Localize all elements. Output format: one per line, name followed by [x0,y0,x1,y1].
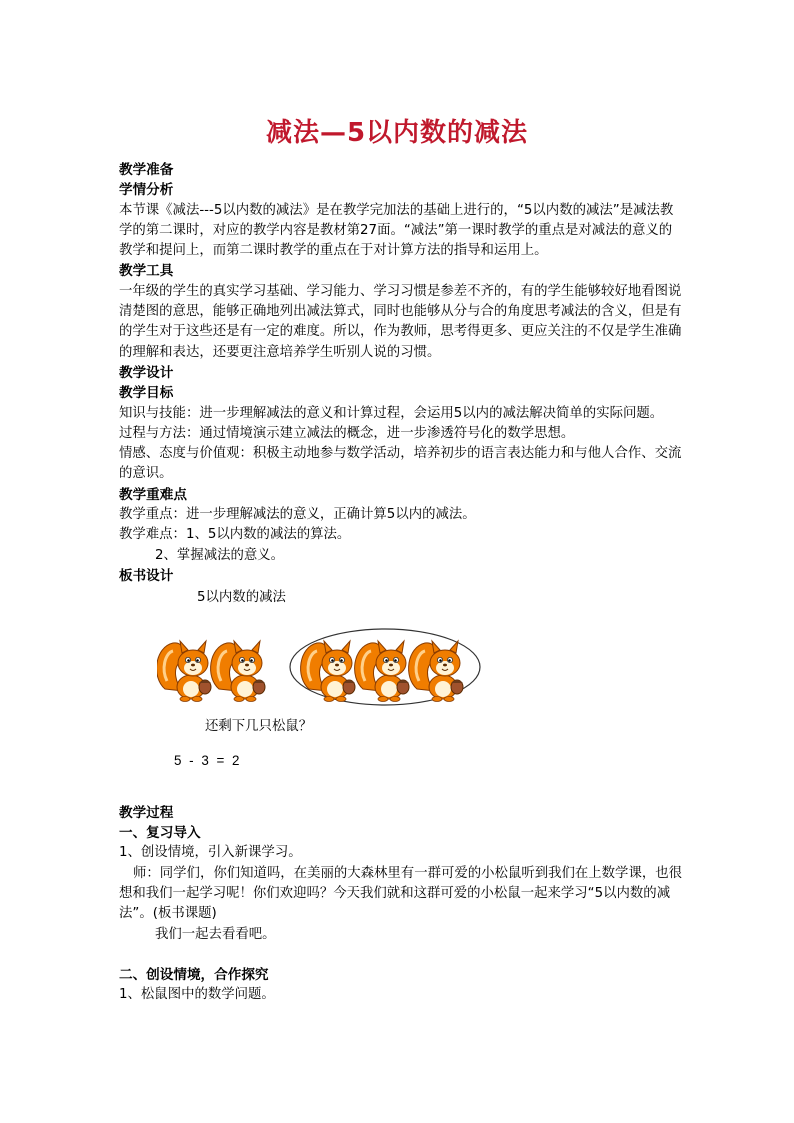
squirrel-illustration [157,613,497,709]
difficulty-1: 教学难点：1、5以内数的减法的算法。 [119,527,351,543]
part1-paragraph-2: 我们一起去看看吧。 [155,926,276,942]
heading-analysis: 学情分析 [119,182,174,199]
heading-prep: 教学准备 [119,162,174,178]
part1-paragraph: 师：同学们，你们知道吗，在美丽的大森林里有一群可爱的小松鼠听到我们在上数学课，也很想和我们一起学习呢！你们欢迎吗？今天我们就和这群可爱的小松鼠一起来学习“5以内数的减法”。(板书课题) [119,865,683,922]
goal-knowledge: 知识与技能：进一步理解减法的意义和计算过程，会运用5以内的减法解决简单的实际问题。 [119,405,664,421]
part1-item: 1、创设情境，引入新课学习。 [119,845,302,861]
heading-tools: 教学工具 [119,263,174,280]
heading-board: 板书设计 [119,567,174,584]
part2-item: 1、松鼠图中的数学问题。 [119,987,275,1003]
heading-design: 教学设计 [119,364,174,381]
squirrel-icon [355,641,409,702]
heading-goals: 教学目标 [119,385,174,402]
heading-process: 教学过程 [119,804,174,821]
heading-key-points: 教学重难点 [119,486,187,503]
heading-part1: 一、复习导入 [119,825,201,842]
heading-part2: 二、创设情境，合作探究 [119,966,269,983]
board-title: 5以内数的减法 [197,590,286,606]
spacer [119,945,684,965]
document-body [119,160,684,1006]
squirrel-icon [157,641,211,702]
page-title: 减法—5以内数的减法 [265,118,529,148]
board-question: 还剩下几只松鼠？ [205,718,313,734]
squirrel-icon [301,641,355,702]
tools-paragraph: 一年级的学生的真实学习基础、学习能力、学习习惯是参差不齐的，有的学生能够较好地看图说清楚图的意思，能够正确地列出减法算式，同时也能够从分与合的角度思考减法的含义，但是有的学生对于这些还是有一定的难度。所以，作为教师，思考得更多、更应关注的不仅是学生准确的理解和表达，还要更注意培养学生听别人说的习惯。 [119,283,682,360]
squirrel-icon [211,641,265,702]
spacer [119,783,684,803]
board-equation: 5 - 3 = 2 [174,752,240,768]
squirrel-icon [409,641,463,702]
squirrel-figure [119,613,684,743]
difficulty-2: 2、掌握减法的意义。 [155,547,285,563]
goal-attitude: 情感、态度与价值观：积极主动地参与数学活动，培养初步的语言表达能力和与他人合作、交流的意识。 [119,446,682,482]
key-point: 教学重点：进一步理解减法的意义，正确计算5以内的减法。 [119,507,476,523]
analysis-paragraph: 本节课《减法---5以内数的减法》是在教学完加法的基础上进行的，“5以内数的减法”是减法教学的第二课时，对应的教学内容是教材第27面。“减法”第一课时教学的重点是对减法的意义的教学和提问上，而第二课时教学的重点在于对计算方法的指导和运用上。 [119,202,674,259]
goal-process: 过程与方法：通过情境演示建立减法的概念，进一步渗透符号化的数学思想。 [119,425,575,441]
